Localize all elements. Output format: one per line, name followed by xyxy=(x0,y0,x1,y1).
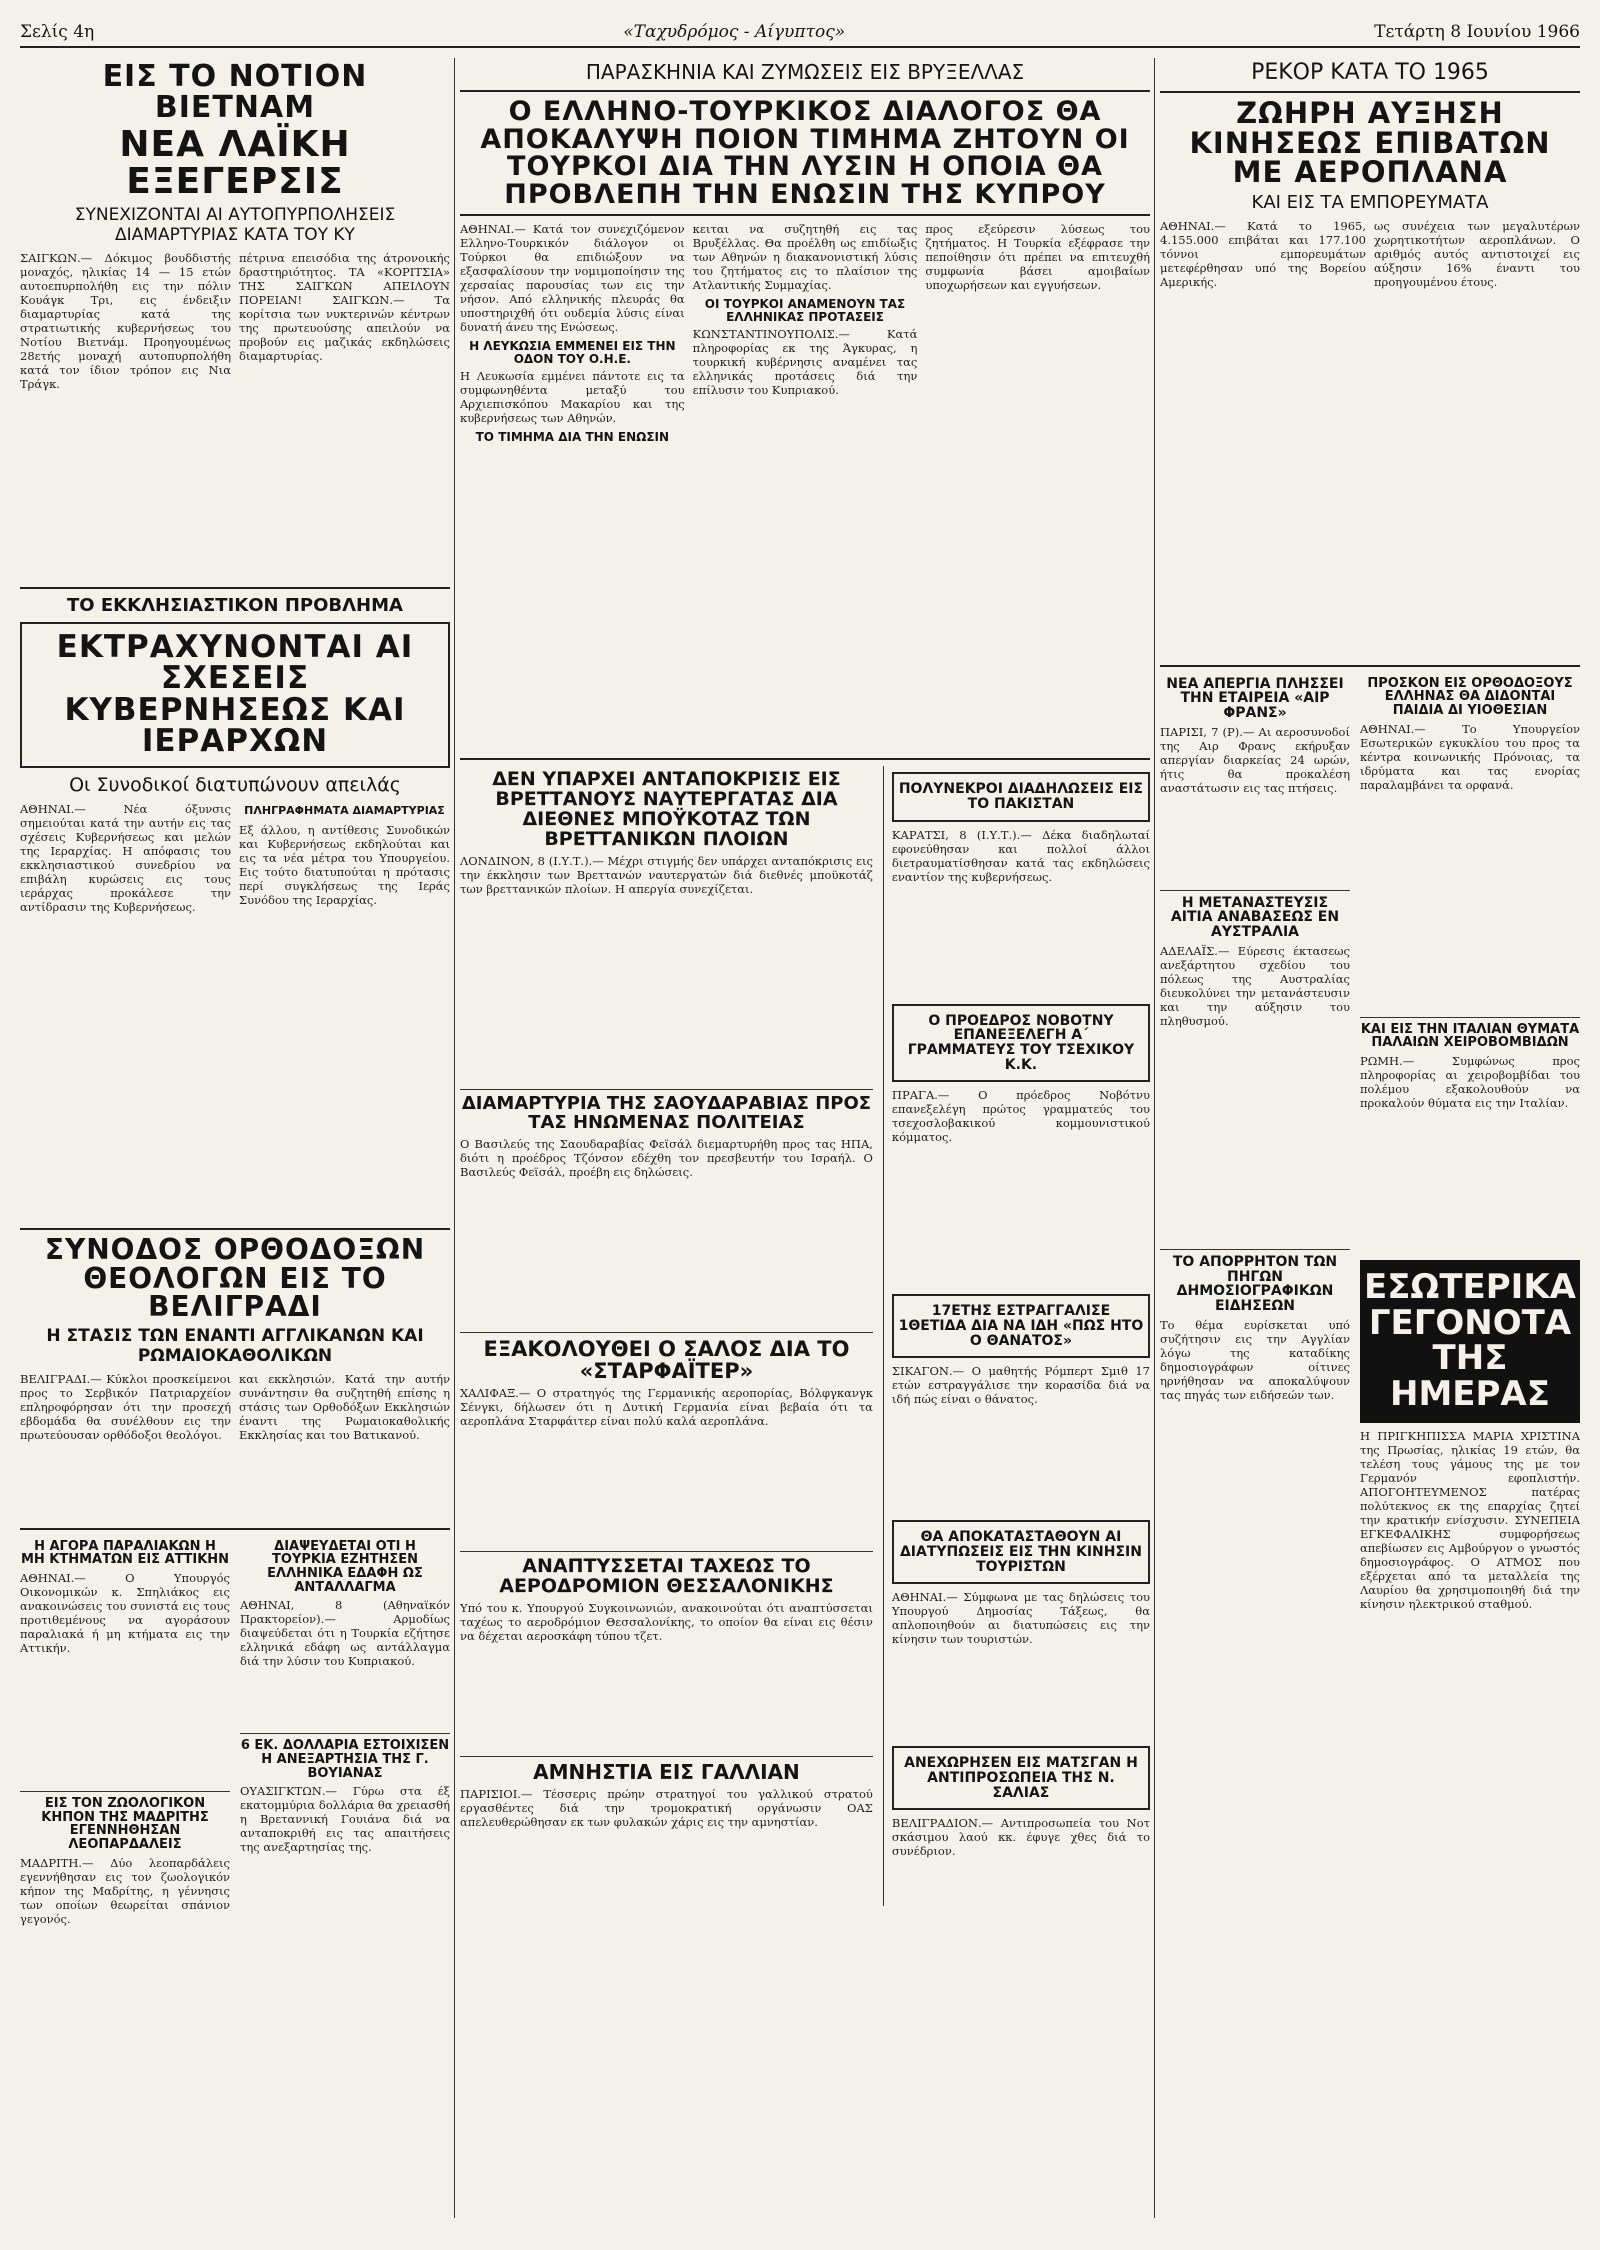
article-body: ΑΘΗΝΑΙ.— Νέα όξυνσις σημειούται κατά την αυτήν εις τας σχέσεις Κυβερνήσεως και μελών της Ιεραρχίας. Η απόφασις του εκκλησιαστικού συνεδρίου να επιβάλη κυρώσεις εις τους ιεράρχας προκάλεσε την αντίδρασιν της Κυβερνήσεως. xyxy=(20,802,231,915)
article-body: και εκκλησιών. Κατά την αυτήν συνάντησιν θα συζητηθή επίσης η στάσις των Ορθοδόξων Εκκλησιών έναντι της Ρωμαιοκαθολικής Εκκλησίας και του Βατικανού. xyxy=(239,1371,450,1442)
article-body: ΑΘΗΝΑΙ, 8 (Αθηναϊκόν Πρακτορείον).— Αρμοδίως διαψεύδεται ότι η Τουρκία εζήτησε ελληνικά εδάφη ως αντάλλαγμα διά την λύσιν του Κυπριακού. xyxy=(240,1598,450,1669)
article-vietnam xyxy=(20,59,450,581)
headline: ΘΑ ΑΠΟΚΑΤΑΣΤΑΘΟΥΝ ΑΙ ΔΙΑΤΥΠΩΣΕΙΣ ΕΙΣ ΤΗΝ ΚΙΝΗΣΙΝ ΤΟΥΡΙΣΤΩΝ xyxy=(899,1529,1142,1575)
subheadline: ΣΥΝΕΧΙΖΟΝΤΑΙ ΑΙ ΑΥΤΟΠΥΡΠΟΛΗΣΕΙΣ ΔΙΑΜΑΡΤΥΡΙΑΣ ΚΑΤΑ ΤΟΥ ΚΥ xyxy=(74,204,396,245)
article-body: ΣΑΙΓΚΩΝ.— Δόκιμος βουδδιστής μοναχός, ηλικίας 14 — 15 ετών αυτοεπυρπολήθη εις την πόλιν Κουάγκ Τρι, εις ένδειξιν διαμαρτυρίας κατά της στρατιωτικής κυβερνήσεως του Νοτίου Βιετνάμ. Προηγουμένως 28ετής μοναχή αυτοπυρπολήθη κατά τον ίδιον τρόπον εις Νια Τράγκ. xyxy=(20,250,231,391)
column-center xyxy=(460,58,1150,1906)
headline: ΑΝΑΠΤΥΣΣΕΤΑΙ ΤΑΧΕΩΣ ΤΟ ΑΕΡΟΔΡΟΜΙΟΝ ΘΕΣΣΑΛΟΝΙΚΗΣ xyxy=(499,1554,834,1597)
article-turkey-denial xyxy=(240,1536,450,1999)
article-france-amnesty xyxy=(460,1759,873,1867)
column-divider xyxy=(1154,58,1155,2218)
headline: Ο ΕΛΛΗΝΟ-ΤΟΥΡΚΙΚΟΣ ΔΙΑΛΟΓΟΣ ΘΑ ΑΠΟΚΑΛΥΨΗ ΠΟΙΟΝ ΤΙΜΗΜΑ ΖΗΤΟΥΝ ΟΙ ΤΟΥΡΚΟΙ ΔΙΑ ΤΗΝ ΛΥΣΙΝ Η ΟΠΟΙΑ ΘΑ ΠΡΟΒΛΕΠΗ ΤΗΝ ΕΝΩΣΙΝ ΤΗΣ ΚΥΠΡΟΥ xyxy=(480,96,1130,210)
subheadline: Οι Συνοδικοί διατυπώνουν απειλάς xyxy=(69,774,401,797)
section-heading: Η ΛΕΥΚΩΣΙΑ ΕΜΜΕΝΕΙ ΕΙΣ ΤΗΝ ΟΔΟΝ ΤΟΥ Ο.Η.Ε. xyxy=(469,339,676,366)
article-body: Η Λευκωσία εμμένει πάντοτε εις τα συμφωνηθέντα μεταξύ του Αρχιεπισκόπου Μακαρίου και της κυβερνήσεως των Αθηνών. xyxy=(460,369,685,426)
headline: ΝΕΑ ΑΠΕΡΓΙΑ ΠΛΗΣΣΕΙ ΤΗΝ ΕΤΑΙΡΕΙΑ «ΑΙΡ ΦΡΑΝΣ» xyxy=(1166,675,1344,722)
headline: ΖΩΗΡΗ ΑΥΞΗΣΗ ΚΙΝΗΣΕΩΣ ΕΠΙΒΑΤΩΝ ΜΕ ΑΕΡΟΠΛΑΝΑ xyxy=(1189,96,1551,190)
article-body: Εξ άλλου, η αντίθεσις Συνοδικών και Κυβερνήσεως εκδηλούται και εις τα νέα μέτρα του Υπουργείου. Εις τούτο διατυπούται η πρότασις περί συγκλήσεως της Ιεράς Συνόδου της Ιεραρχίας. xyxy=(239,823,450,908)
headline: ΠΟΛΥΝΕΚΡΟΙ ΔΙΑΔΗΛΩΣΕΙΣ ΕΙΣ ΤΟ ΠΑΚΙΣΤΑΝ xyxy=(898,781,1144,812)
headline: ΔΕΝ ΥΠΑΡΧΕΙ ΑΝΤΑΠΟΚΡΙΣΙΣ ΕΙΣ ΒΡΕΤΤΑΝΟΥΣ ΝΑΥΤΕΡΓΑΤΑΣ ΔΙΑ ΔΙΕΘΝΕΣ ΜΠΟΫΚΟΤΑΖ ΤΩΝ ΒΡΕΤΤΑΝΙΚΩΝ ΠΛΟΙΩΝ xyxy=(492,768,841,850)
article-italy-grenades xyxy=(1360,1023,1580,1254)
article-adoption xyxy=(1360,677,1580,1012)
headline: Η ΜΕΤΑΝΑΣΤΕΥΣΙΣ ΑΙΤΙΑ ΑΝΑΒΑΣΕΩΣ ΕΝ ΑΥΣΤΡΑΛΙΑ xyxy=(1170,894,1340,941)
article-thessaloniki-airport xyxy=(460,1554,873,1751)
article-body: ΑΘΗΝΑΙ.— Ο Υπουργός Οικονομικών κ. Σπηλιάκος εις ανακοινώσεις του συνιστά εις τους προτιθεμένους να αγοράσουν παραλιακά ή μη κτήματα εις την Αττικήν. xyxy=(20,1570,230,1655)
article-starfighter xyxy=(460,1338,873,1546)
article-body: ΑΘΗΝΑΙ.— Σύμφωνα με τας δηλώσεις του Υπουργού Δημοσίας Τάξεως, θα απλοποιηθούν αι διατυπώσεις εις την κίνησιν των τουριστών. xyxy=(891,1590,1150,1647)
page-number: Σελίς 4η xyxy=(20,22,95,42)
article-body: ΣΙΚΑΓΟΝ.— Ο μαθητής Ρόμπερτ Σμιθ 17 ετών εστραγγάλισε την κορασίδα διά να ιδή πώς είναι ο θάνατος. xyxy=(891,1364,1150,1407)
article-tourists xyxy=(892,1520,1150,1584)
headline: ΕΙΣ ΤΟΝ ΖΩΟΛΟΓΙΚΟΝ ΚΗΠΟΝ ΤΗΣ ΜΑΔΡΙΤΗΣ ΕΓΕΝΝΗΘΗΣΑΝ ΛΕΟΠΑΡΔΑΛΕΙΣ xyxy=(41,1795,209,1852)
headline: ΠΡΟΣΚΟΝ ΕΙΣ ΟΡΘΟΔΟΞΟΥΣ ΕΛΛΗΝΑΣ ΘΑ ΔΙΔΟΝΤΑΙ ΠΑΙΔΙΑ ΔΙ ΥΙΟΘΕΣΙΑΝ xyxy=(1367,675,1573,719)
article-church xyxy=(20,595,450,1222)
column-left xyxy=(20,58,450,1999)
column-divider xyxy=(454,58,455,2218)
divider xyxy=(20,587,450,589)
headline: 6 ΕΚ. ΔΟΛΛΑΡΙΑ ΕΣΤΟΙΧΙΣΕΝ Η ΑΝΕΞΑΡΤΗΣΙΑ ΤΗΣ Γ. ΒΟΥΙΑΝΑΣ xyxy=(240,1738,450,1781)
article-british-seamen xyxy=(460,770,873,1084)
article-body: ΠΑΡΙΣΙΟΙ.— Τέσσερις πρώην στρατηγοί του γαλλικού στρατού εργασθέντες διά την τρομοκρατική οργάνωσιν ΟΑΣ απελευθερώθησαν εκ των φυλακών χάρις εις την αμνηστίαν. xyxy=(460,1786,873,1829)
divider xyxy=(20,1228,450,1230)
article-body: ΠΡΑΓΑ.— Ο πρόεδρος Νοβότνυ επανεξελέγη πρώτος γραμματεύς του τσεχοσλοβακικού κομμουνιστικού κόμματος. xyxy=(891,1088,1150,1145)
article-body: ΚΩΝΣΤΑΝΤΙΝΟΥΠΟΛΙΣ.— Κατά πληροφορίας εκ της Άγκυρας, η τουρκική κυβέρνησις αναμένει τας ελληνικάς προτάσεις διά την επίλυσιν του Κυπριακού. xyxy=(692,327,918,398)
article-body: ΠΑΡΙΣΙ, 7 (Ρ).— Αι αεροσυνοδοί της Αιρ Φρανς εκήρυξαν απεργίαν διαρκείας 24 ωρών, ήτις θα προκαλέση αναστάτωσιν εις τας πτήσεις. xyxy=(1160,724,1350,795)
section-banner: ΕΣΩΤΕΡΙΚΑ ΓΕΓΟΝΟΤΑ ΤΗΣ ΗΜΕΡΑΣ xyxy=(1360,1260,1580,1423)
article-pakistan xyxy=(892,772,1150,821)
article-body: Η ΠΡΙΓΚΗΠΙΣΣΑ ΜΑΡΙΑ ΧΡΙΣΤΙΝΑ της Πρωσίας, ηλικίας 19 ετών, θα τελέση τους γάμους της με τον Γερμανόν εφοπλιστήν. ΑΠΟΓΟΗΤΕΥΜΕΝΟΣ πατέρας πολύτεκνος εκ της επαρχίας ζητεί την κρατικήν ενίσχυσιν. ΣΥΝΕΠΕΙΑ ΕΓΚΕΦΑΛΙΚΗΣ συμφορήσεως απεβίωσεν εις Αμβούργον ο γνωστός δημοσιογράφος. Ο ΑΤΜΟΣ που εξέρχεται από τα μεταλλεία της Λαυρίου θα χρησιμοποιηθή διά την κίνησιν ηλεκτρικού σταθμού. xyxy=(1359,1428,1580,1611)
divider xyxy=(20,1528,450,1530)
article-body: ΑΘΗΝΑΙ.— Κατά τον συνεχιζόμενον Ελληνο-Τουρκικόν διάλογον οι Τούρκοι θα επιδιώξουν να εξασφαλίσουν την νομιμοποίησιν της χερσαίας παρουσίας των εις την νήσον. Από ελληνικής πλευράς θα υποστηριχθή ότι ουδεμία λύσις είναι δυνατή άνευ της Ενώσεως. xyxy=(460,222,685,335)
headline: 17ΕΤΗΣ ΕΣΤΡΑΓΓΑΛΙΣΕ 1ΘΕΤΙΔΑ ΔΙΑ ΝΑ ΙΔΗ «ΠΩΣ ΗΤΟ Ο ΘΑΝΑΤΟΣ» xyxy=(898,1303,1144,1349)
issue-date: Τετάρτη 8 Ιουνίου 1966 xyxy=(1374,22,1580,42)
article-australia xyxy=(1160,896,1350,1244)
article-body: ΟΥΑΣΙΓΚΤΩΝ.— Γύρω στα έξ εκατομμύρια δολλάρια θα χρειασθή η Βρεταννική Γουιάνα διά να ανταποκριθή εις τας απαιτήσεις της ανεξαρτησίας της. xyxy=(240,1784,450,1855)
article-body: ως συνέχεια των μεγαλυτέρων χωρητικοτήτων αεροπλάνων. Ο αριθμός αυτός αντιστοιχεί εις αύξησιν 16% έναντι του προηγουμένου έτους. xyxy=(1374,218,1580,289)
article-body: ΒΕΛΙΓΡΑΔΙ.— Κύκλοι προσκείμενοι προς το Σερβικόν Πατριαρχείον επληροφόρησαν ότι την προσεχή εβδομάδα θα συνέλθουν εις την πρωτεύουσαν ορθόδοξοι θεολόγοι. xyxy=(20,1371,231,1442)
article-belgrade xyxy=(20,1233,450,1522)
article-body: Υπό του κ. Υπουργού Συγκοινωνιών, ανακοινούται ότι αναπτύσσεται ταχέως το αεροδρόμιον Θεσσαλονίκης, το οποίον θα είναι εις θέσιν να δέχεται αεροσκάφη τύπου τζετ. xyxy=(460,1600,873,1643)
article-body: ΒΕΛΙΓΡΑΔΙΟΝ.— Αντιπροσωπεία του Νοτ σκάσιμου λαού κκ. έφυγε χθες διά το συνέδριον. xyxy=(891,1816,1150,1859)
section-heading: ΠΛΗΓΡΑΦΗΜΑΤΑ ΔΙΑΜΑΡΤΥΡΙΑΣ xyxy=(244,804,445,818)
headline: Ο ΠΡΟΕΔΡΟΣ ΝΟΒΟΤΝΥ ΕΠΑΝΕΞΕΛΕΓΗ Α΄ ΓΡΑΜΜΑΤΕΥΣ ΤΟΥ ΤΣΕΧΙΚΟΥ Κ.Κ. xyxy=(907,1012,1135,1073)
article-greek-turkish-dialogue xyxy=(460,60,1150,752)
headline: ΚΑΙ ΕΙΣ ΤΗΝ ΙΤΑΛΙΑΝ ΘΥΜΑΤΑ ΠΑΛΑΙΩΝ ΧΕΙΡΟΒΟΜΒΙΔΩΝ xyxy=(1360,1021,1580,1051)
headline: Η ΑΓΟΡΑ ΠΑΡΑΛΙΑΚΩΝ Η ΜΗ ΚΤΗΜΑΤΩΝ ΕΙΣ ΑΤΤΙΚΗΝ xyxy=(20,1538,230,1568)
headline: ΤΟ ΑΠΟΡΡΗΤΟΝ ΤΩΝ ΠΗΓΩΝ ΔΗΜΟΣΙΟΓΡΑΦΙΚΩΝ ΕΙΔΗΣΕΩΝ xyxy=(1172,1253,1338,1314)
kicker: ΠΑΡΑΣΚΗΝΙΑ ΚΑΙ ΖΥΜΩΣΕΙΣ ΕΙΣ ΒΡΥΞΕΛΛΑΣ xyxy=(585,60,1025,84)
section-heading: ΤΟ ΤΙΜΗΜΑ ΔΙΑ ΤΗΝ ΕΝΩΣΙΝ xyxy=(475,430,670,445)
article-body: Το θέμα ευρίσκεται υπό συζήτησιν εις την Αγγλίαν λόγω της καταδίκης δημοσιογράφων οίτινες ηρνήθησαν να αποκαλύψουν τας πηγάς των ειδήσεών των. xyxy=(1160,1317,1350,1402)
article-body: Ο Βασιλεύς της Σαουδαραβίας Φεϊσάλ διεμαρτυρήθη προς τας ΗΠΑ, διότι η προέδρος Τζόνσον εδέχθη τον πρεσβευτήν του Ισραήλ. Ο Βασιλεύς Φεϊσάλ, προέβη εις δηλώσεις. xyxy=(460,1136,873,1179)
subheadline: ΚΑΙ ΕΙΣ ΤΑ ΕΜΠΟΡΕΥΜΑΤΑ xyxy=(1251,191,1489,213)
article-body: ΜΑΔΡΙΤΗ.— Δύο λεοπαρδάλεις εγεννήθησαν εις τον ζωολογικόν κήπον της Μαδρίτης, η γέννησις των οποίων θεωρείται σπάνιον γεγονός. xyxy=(20,1855,230,1926)
headline: ΕΞΑΚΟΛΟΥΘΕΙ Ο ΣΑΛΟΣ ΔΙΑ ΤΟ «ΣΤΑΡΦΑΪΤΕΡ» xyxy=(483,1336,850,1383)
article-attica-land xyxy=(20,1536,230,1999)
headline: ΑΝΕΧΩΡΗΣΕΝ ΕΙΣ ΜΑΤΣΓΑΝ Η ΑΝΤΙΠΡΟΣΩΠΕΙΑ ΤΗΣ Ν. ΣΑΛΙΑΣ xyxy=(904,1755,1138,1801)
article-body: ΑΔΕΛΑΪΣ.— Εύρεσις έκτασεως ανεξάρτητου σχεδίου του πόλεως της Αυστραλίας διευκολύνει την μετανάστευσιν και την αύξησιν του πληθυσμού. xyxy=(1160,943,1350,1028)
article-body: κειται να συζητηθή εις τας Βρυξέλλας. Θα προέλθη ως επιδίωξις των Αθηνών η διακανονιστική λύσις του ζητήματος εις το πλαίσιον της Ατλαντικής Συμμαχίας. xyxy=(692,222,918,293)
article-delegation xyxy=(892,1746,1150,1810)
section-heading: ΟΙ ΤΟΥΡΚΟΙ ΑΝΑΜΕΝΟΥΝ ΤΑΣ ΕΛΛΗΝΙΚΑΣ ΠΡΟΤΑΣΕΙΣ xyxy=(704,297,906,324)
subheadline: Η ΣΤΑΣΙΣ ΤΩΝ ΕΝΑΝΤΙ ΑΓΓΛΙΚΑΝΩΝ ΚΑΙ ΡΩΜΑΙΟΚΑΘΟΛΙΚΩΝ xyxy=(46,1325,424,1366)
article-air-france xyxy=(1160,677,1350,885)
headline: ΕΚΤΡΑΧΥΝΟΝΤΑΙ ΑΙ ΣΧΕΣΕΙΣ ΚΥΒΕΡΝΗΣΕΩΣ ΚΑΙ ΙΕΡΑΡΧΩΝ xyxy=(56,628,414,760)
article-body: ΑΘΗΝΑΙ.— Το Υπουργείον Εσωτερικών εγκυκλίου του προς τα κέντρα κοινωνικής Πρόνοιας, τα ιδρύματα και τας ενορίας παραλαμβάνει τα ορφανά. xyxy=(1359,721,1580,792)
newspaper-name: «Ταχυδρόμος - Αίγυπτος» xyxy=(623,22,846,42)
column-right xyxy=(1160,58,1580,1949)
kicker: ΤΟ ΕΚΚΛΗΣΙΑΣΤΙΚΟΝ ΠΡΟΒΛΗΜΑ xyxy=(67,594,403,616)
masthead xyxy=(20,18,1580,48)
headline: ΔΙΑΨΕΥΔΕΤΑΙ ΟΤΙ Η ΤΟΥΡΚΙΑ ΕΖΗΤΗΣΕΝ ΕΛΛΗΝΙΚΑ ΕΔΑΦΗ ΩΣ ΑΝΤΑΛΛΑΓΜΑ xyxy=(267,1538,423,1595)
article-air-traffic xyxy=(1160,60,1580,659)
article-body: ΚΑΡΑΤΣΙ, 8 (Ι.Υ.Τ.).— Δέκα διαδηλωταί εφονεύθησαν και πολλοί άλλοι διετραυματίσθησαν κατά τας εκδηλώσεις εναντίον της κυβερνήσεως. xyxy=(891,827,1150,884)
article-body: ΡΩΜΗ.— Συμφώνως προς πληροφορίας αι χειροβομβίδαι του πολέμου εξακολουθούν να προκαλούν θύματα εις την Ιταλίαν. xyxy=(1359,1053,1580,1110)
article-chicago xyxy=(892,1294,1150,1358)
article-saudi-protest xyxy=(460,1092,873,1327)
article-body: πέτρινα επεισόδια της άτρονοικής δραστηριότητος. ΤΑ «ΚΟΡΙΤΣΙΑ» ΤΗΣ ΣΑΙΓΚΩΝ ΑΠΕΙΛΟΥΝ ΠΟΡΕΙΑΝ! ΣΑΙΓΚΩΝ.— Τα κορίτσια των νυκτερινών κέντρων της πρωτευούσης απειλούν να προβούν εις μαζικάς εκδηλώσεις διαμαρτυρίας. xyxy=(239,250,450,363)
article-body: ΧΑΛΙΦΑΞ.— Ο στρατηγός της Γερμανικής αεροπορίας, Βόλφγκανγκ Σένγκι, δήλωσεν ότι η Δυτική Γερμανία είναι βεβαία ότι τα αεροπλάνα Σταρφάιτερ είναι πολύ καλά αεροπλάνα. xyxy=(460,1385,873,1428)
article-body: προς εξεύρεσιν λύσεως του ζητήματος. Η Τουρκία εξέφρασε την πεποίθησιν ότι πρέπει να επιτευχθή συμφωνία βάσει αμοιβαίων υποχωρήσεων και εγγυήσεων. xyxy=(925,222,1150,293)
kicker: ΡΕΚΟΡ ΚΑΤΑ ΤΟ 1965 xyxy=(1251,60,1489,85)
article-novotny xyxy=(892,1004,1150,1083)
headline: ΣΥΝΟΔΟΣ ΟΡΘΟΔΟΞΩΝ ΘΕΟΛΟΓΩΝ ΕΙΣ ΤΟ ΒΕΛΙΓΡΑΔΙ xyxy=(44,1233,426,1324)
headline: ΕΙΣ ΤΟ ΝΟΤΙΟΝ ΒΙΕΤΝΑΜ xyxy=(102,59,368,125)
article-body: ΑΘΗΝΑΙ.— Κατά το 1965, 4.155.000 επιβάται και 177.100 τόννοι εμπορευμάτων μετεφέρθησαν υπό της Βορείου Αμερικής. xyxy=(1160,218,1366,289)
headline: ΑΜΝΗΣΤΙΑ ΕΙΣ ΓΑΛΛΙΑΝ xyxy=(533,1759,800,1784)
headline: ΔΙΑΜΑΡΤΥΡΙΑ ΤΗΣ ΣΑΟΥΔΑΡΑΒΙΑΣ ΠΡΟΣ ΤΑΣ ΗΝΩΜΕΝΑΣ ΠΟΛΙΤΕΙΑΣ xyxy=(461,1092,872,1133)
article-press-secrecy xyxy=(1160,1255,1350,1878)
article-body: ΛΟΝΔΙΝΟΝ, 8 (Ι.Υ.Τ.).— Μέχρι στιγμής δεν υπάρχει ανταπόκρισις εις την έκκλησιν των Βρεττανών ναυτεργατών διά διεθνές μποϋκοτάζ των βρεττανικών πλοίων. Η απεργία συνεχίζεται. xyxy=(460,853,873,896)
headline: ΝΕΑ ΛΑΪΚΗ ΕΞΕΓΕΡΣΙΣ xyxy=(119,124,351,202)
newspaper-page xyxy=(20,18,1580,2228)
